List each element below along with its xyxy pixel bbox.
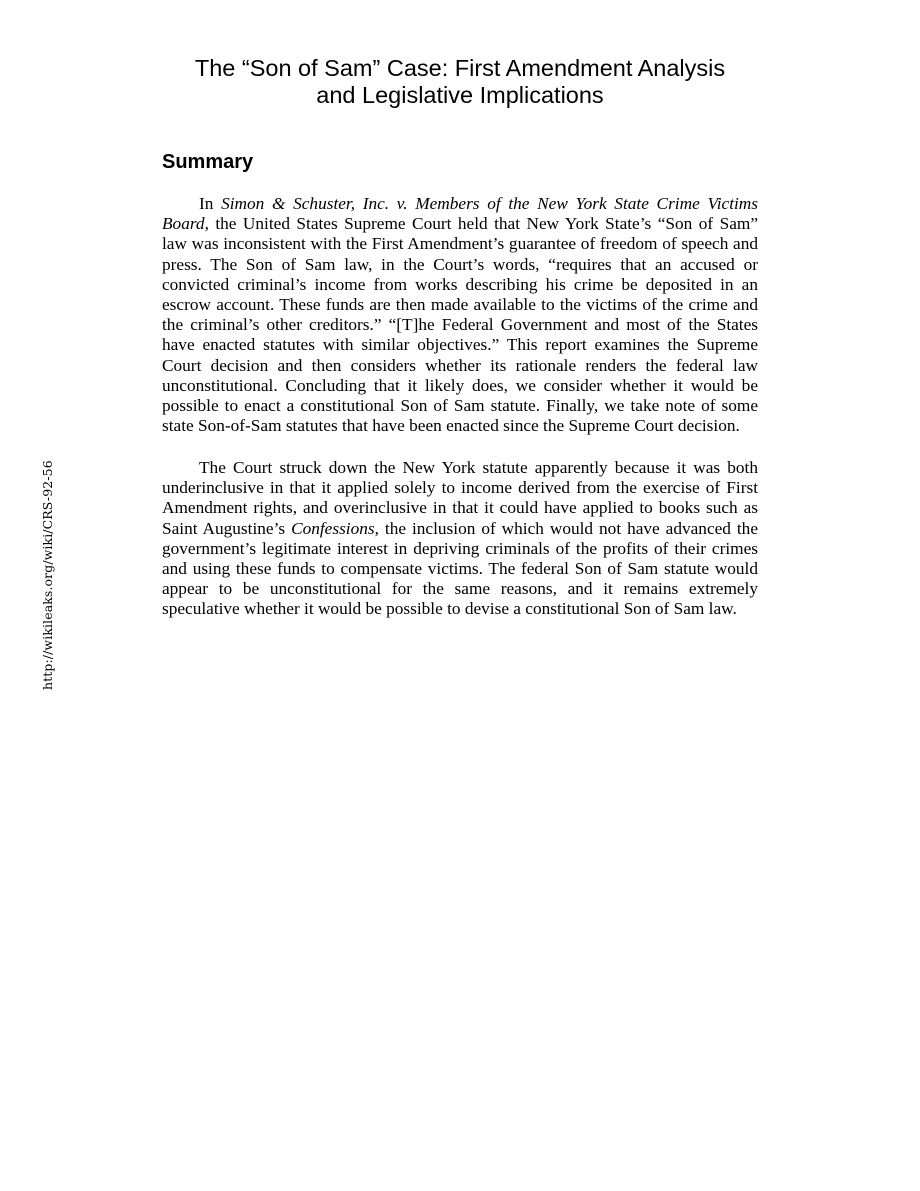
case-name-citation: Simon & Schuster, Inc. v. Members of the New York State Crime Victims Board [162,194,759,234]
document-title [162,55,758,109]
paragraph-2-text-rest: , the inclusion of which would not have advanced the government’s legitimate interest in depriving criminals of the profits of their crimes and using these funds to compensate victims. The federal Son of Sam statute would appear to be unconstitutional for the same reasons, and it remains extremely speculative whether it would be possible to devise a constitutional Son of Sam law. [162,518,758,619]
summary-paragraph-1 [162,194,758,436]
title-line-1: The “Son of Sam” Case: First Amendment Analysis [194,55,726,81]
paragraph-1-text-start: In [199,194,222,213]
book-title-confessions: Confessions [291,518,375,538]
summary-paragraph-2 [162,458,758,620]
paragraph-1-text-rest: , the United States Supreme Court held that New York State’s “Son of Sam” law was inconsistent with the First Amendment’s guarantee of freedom of speech and press. The Son of Sam law, in the Court’s words, “requires that an accused or convicted criminal’s income from works describing his crime be deposited in an escrow account. These funds are then made available to the victims of the crime and the criminal’s other creditors.” “[T]he Federal Government and most of the States have enacted statutes with similar objectives.” This report examines the Supreme Court decision and then considers whether its rationale renders the federal law unconstitutional. Concluding that it likely does, we consider whether it would be possible to enact a constitutional Son of Sam statute. Finally, we take note of some state Son-of-Sam statutes that have been enacted since the Supreme Court decision. [162,214,758,436]
paragraph-2-text-start: The Court struck down the New York statute apparently because it was both underinclusive in that it applied solely to income derived from the exercise of First Amendment rights, and overinclusive in that it could have applied to books such as Saint Augustine’s [162,458,758,538]
title-line-2: and Legislative Implications [316,82,604,108]
source-url-margin-note: http://wikileaks.org/wiki/CRS-92-56 [40,460,55,690]
summary-heading: Summary [162,151,254,173]
